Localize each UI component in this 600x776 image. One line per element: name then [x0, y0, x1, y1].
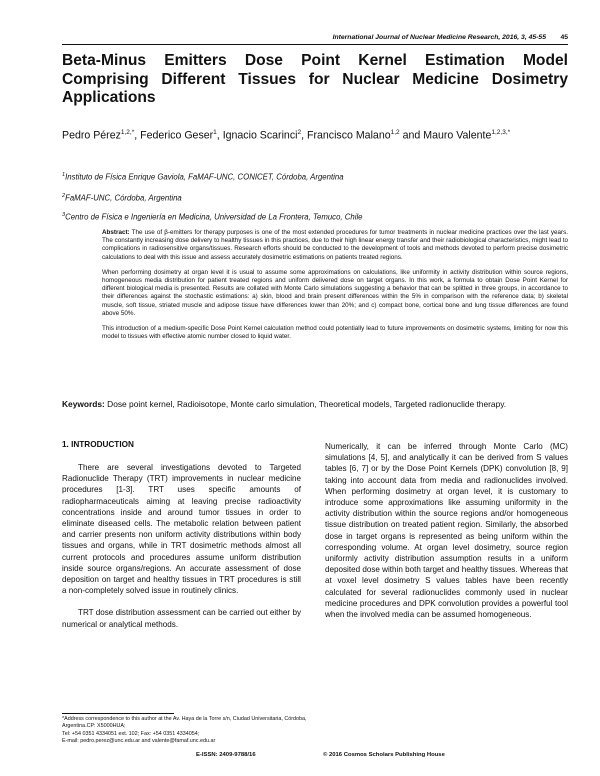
author-affiliation-mark: 2	[297, 129, 302, 136]
body-paragraph: Numerically, it can be inferred through Monte Carlo (MC) simulations [4, 5], and analytically it can be derived from S values tables [6, 7] or by the Dose Point Kernels (DPK) convolution [8, 9] taking into account data from media and radionuclides involved. When performing dosimetry at organ level, it is customary to introduce some approximations like assuming uniformity in the activity distribution within the source regions and/or homogeneous tissue distribution on treated patient region. Similarly, the absorbed dose in target organs is represented as being uniform within the corresponding volume. At organ level dosimetry, source region uniformly activity distribution assumption results in a uniform deposited dose within both target and healthy tissues. Whereas that at voxel level dosimetry S values tables have been recently calculated for several radionuclides commonly used in nuclear medicine procedures and DPK convolution provides a powerful tool when the involved media can be assumed homogeneous.	[325, 442, 568, 620]
author-affiliation-mark: 1,2,*	[120, 129, 135, 136]
keywords-label: Keywords:	[62, 399, 105, 409]
footer-issn: E-ISSN: 2409-9788/16	[196, 752, 256, 758]
author-name: Federico Geser	[140, 129, 214, 142]
page-number: 45	[560, 34, 568, 41]
footnote-line: Tel: +54 0351 4334051 ext. 102; Fax: +54 0351 4334054;	[62, 730, 200, 737]
affiliation	[62, 172, 532, 182]
author-name: Mauro Valente	[423, 129, 492, 142]
body-paragraph: TRT dose distribution assessment can be carried out either by numerical or analytical methods.	[62, 608, 301, 629]
affiliation	[62, 193, 532, 203]
correspondence-footnote	[62, 716, 312, 746]
body-column-right	[325, 441, 568, 631]
section-heading: 1. INTRODUCTION	[62, 440, 134, 449]
affiliation-text: FaMAF-UNC, Córdoba, Argentina	[65, 193, 182, 203]
abstract	[102, 229, 568, 348]
affiliation-text: Instituto de Física Enrique Gaviola, FaMAF-UNC, CONICET, Córdoba, Argentina	[65, 172, 344, 182]
affiliation-mark: 3	[62, 212, 66, 218]
body-column-left	[62, 462, 301, 641]
keywords-text: Dose point kernel, Radioisotope, Monte carlo simulation, Theoretical models, Targeted radionuclide therapy.	[107, 399, 507, 409]
keywords	[62, 398, 568, 410]
author-affiliation-mark: 1,2	[390, 129, 400, 136]
body-paragraph: There are several investigations devoted to Targeted Radionuclide Therapy (TRT) improvements in nuclear medicine procedures [1-3]. TRT uses specific amounts of radiopharmaceuticals aiming at leaving precise radioactivity concentrations inside and around tumor tissues in order to eliminate diseased cells. The metabolic relation between patient and carrier presents non uniform activity distributions within body tissues and organs, while in TRT dosimetric methods almost all current protocols and procedures assume uniform distribution inside source organs/regions. An accurate assessment of dose deposition on target and healthy tissues in TRT procedures is still a non-completely solved issue in routinely clinics.	[62, 463, 301, 596]
abstract-paragraph	[102, 229, 568, 262]
author-affiliation-mark: 1,2,3,*	[491, 129, 511, 136]
abstract-paragraph: When performing dosimetry at organ level it is usual to assume some approximations on calculations, like uniformity in activity distribution within source regions, homogeneous media distribution for patient treated regions and uniform delivered dose on target organs. In this work, a formula to obtain Dose Point Kernel for different biological media is presented. Results are collated with Monte Carlo simulations suggesting a behavior that can be splitted in three groups, in accordance to their differences against the stochastic estimations: a) skin, blood and brain present differences within the 5% in comparison with the reference data; b) skeletal muscle, soft tissue, striated muscle and adipose tissue have differences lower than 20%; and c) compact bone, cortical bone and lung tissue differences are found above 50%.	[102, 268, 568, 317]
journal-citation: International Journal of Nuclear Medicine Research, 2016, 3, 45-55	[332, 34, 546, 41]
abstract-text: The use of β-emitters for therapy purposes is one of the most extended procedures for tumor treatments in nuclear medicine practices over the last years. The constantly increasing dose delivery to healthy tissues in this practices, due to their high linear energy transfer and their radiobiological characteristics, might lead to complications in radiosensitive organs/tissues. Research efforts should be conducted to the development of tools and methods devoted to perform precise dosimetric calculations to deal with this issue and assess accurately dosimetric estimations on patients treated regions.	[102, 229, 568, 261]
author-conjunction: and	[402, 129, 421, 142]
affiliation	[62, 212, 532, 222]
footer-publisher: © 2016 Cosmos Scholars Publishing House	[323, 752, 445, 758]
affiliation-mark: 2	[62, 193, 66, 199]
affiliation-mark: 1	[62, 172, 66, 178]
author-name: Francisco Malano	[307, 129, 391, 142]
header-rule	[62, 44, 568, 45]
footnote-line: E-mail: pedro.perez@unc.edu.ar and valente@famaf.unc.edu.ar	[62, 738, 216, 745]
author-affiliation-mark: 1	[213, 129, 217, 136]
abstract-label: Abstract:	[102, 229, 130, 236]
affiliation-text: Centro de Física e Ingeniería en Medicina, Universidad de La Frontera, Temuco, Chile	[65, 212, 363, 222]
paper-title: Beta-Minus Emitters Dose Point Kernel Estimation Model Comprising Different Tissues for Nuclear Medicine Dosimetry Applications	[62, 52, 568, 106]
footnote-line: *Address correspondence to this author at the Av. Haya de la Torre s/n, Ciudad Universitaria, Córdoba, Argentina.CP: X5000HUA;	[62, 716, 307, 730]
abstract-paragraph: This introduction of a medium-specific Dose Point Kernel calculation method could potentially lead to future improvements on dosimetric systems, limiting for now this model to tissues with effective atomic number closed to liquid water.	[102, 325, 568, 341]
author-name: Pedro Pérez	[62, 129, 121, 142]
footnote-rule	[62, 713, 174, 714]
author-list: Pedro Pérez$^{1,2,*}$, Federico Geser$^1$, Ignacio Scarinci$^2$, Francisco Malano$^{1,2}$ and Mauro Valente$^{1,2,3,*}$	[62, 129, 511, 142]
author-name: Ignacio Scarinci	[222, 129, 298, 142]
